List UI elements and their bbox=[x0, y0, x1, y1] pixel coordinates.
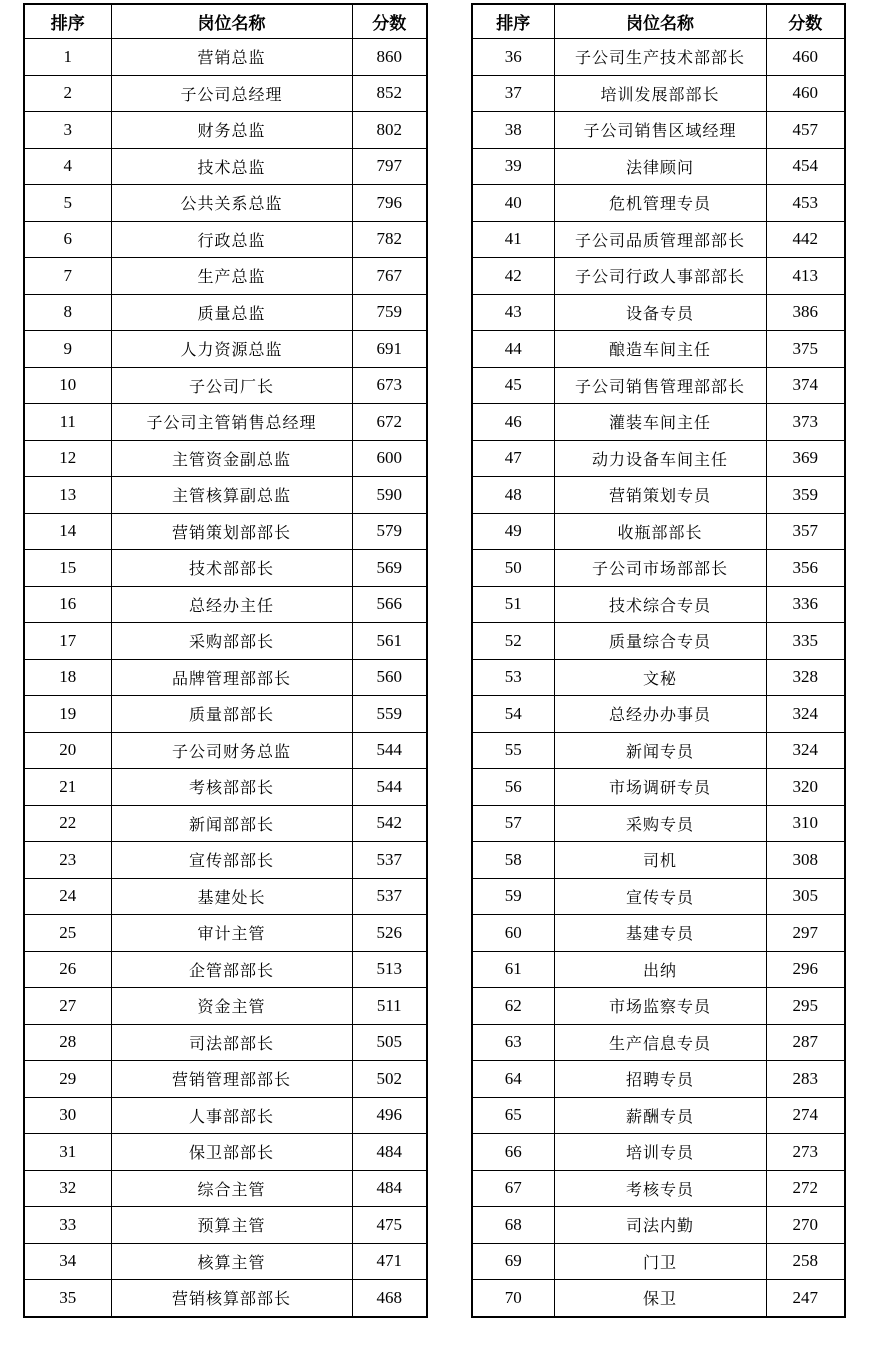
rank-cell: 23 bbox=[24, 842, 111, 879]
score-cell: 468 bbox=[352, 1280, 427, 1317]
position-name-cell: 采购部部长 bbox=[111, 623, 352, 660]
rank-cell: 29 bbox=[24, 1061, 111, 1098]
score-cell: 373 bbox=[766, 404, 845, 441]
position-name-cell: 基建专员 bbox=[554, 915, 766, 952]
rank-cell: 54 bbox=[472, 696, 554, 733]
score-cell: 270 bbox=[766, 1207, 845, 1244]
position-name-cell: 市场调研专员 bbox=[554, 769, 766, 806]
rank-cell: 39 bbox=[472, 148, 554, 185]
position-name-cell: 核算主管 bbox=[111, 1243, 352, 1280]
score-cell: 295 bbox=[766, 988, 845, 1025]
position-name-cell: 子公司品质管理部部长 bbox=[554, 221, 766, 258]
position-name-cell: 质量总监 bbox=[111, 294, 352, 331]
position-name-cell: 主管资金副总监 bbox=[111, 440, 352, 477]
rank-cell: 22 bbox=[24, 805, 111, 842]
score-cell: 273 bbox=[766, 1134, 845, 1171]
table-row bbox=[472, 623, 845, 660]
rank-cell: 9 bbox=[24, 331, 111, 368]
position-name-cell: 司法内勤 bbox=[554, 1207, 766, 1244]
score-cell: 797 bbox=[352, 148, 427, 185]
table-row bbox=[24, 331, 427, 368]
position-name-cell: 市场监察专员 bbox=[554, 988, 766, 1025]
table-row bbox=[24, 404, 427, 441]
rank-cell: 10 bbox=[24, 367, 111, 404]
score-cell: 296 bbox=[766, 951, 845, 988]
score-cell: 511 bbox=[352, 988, 427, 1025]
score-cell: 287 bbox=[766, 1024, 845, 1061]
score-cell: 375 bbox=[766, 331, 845, 368]
table-row bbox=[24, 1134, 427, 1171]
rank-cell: 21 bbox=[24, 769, 111, 806]
rank-cell: 11 bbox=[24, 404, 111, 441]
rank-cell: 59 bbox=[472, 878, 554, 915]
position-name-cell: 子公司生产技术部部长 bbox=[554, 39, 766, 76]
score-cell: 542 bbox=[352, 805, 427, 842]
position-name-cell: 生产信息专员 bbox=[554, 1024, 766, 1061]
table-row bbox=[472, 404, 845, 441]
score-cell: 274 bbox=[766, 1097, 845, 1134]
position-name-cell: 质量综合专员 bbox=[554, 623, 766, 660]
table-row bbox=[24, 1170, 427, 1207]
score-cell: 782 bbox=[352, 221, 427, 258]
position-name-cell: 子公司销售管理部部长 bbox=[554, 367, 766, 404]
rank-cell: 43 bbox=[472, 294, 554, 331]
score-cell: 356 bbox=[766, 550, 845, 587]
score-cell: 335 bbox=[766, 623, 845, 660]
position-name-cell: 生产总监 bbox=[111, 258, 352, 295]
score-cell: 590 bbox=[352, 477, 427, 514]
score-cell: 759 bbox=[352, 294, 427, 331]
rank-cell: 46 bbox=[472, 404, 554, 441]
rank-cell: 67 bbox=[472, 1170, 554, 1207]
score-cell: 324 bbox=[766, 696, 845, 733]
table-row bbox=[472, 440, 845, 477]
score-cell: 283 bbox=[766, 1061, 845, 1098]
rank-cell: 35 bbox=[24, 1280, 111, 1317]
table-header-row bbox=[24, 4, 427, 39]
rank-cell: 41 bbox=[472, 221, 554, 258]
score-cell: 569 bbox=[352, 550, 427, 587]
score-cell: 328 bbox=[766, 659, 845, 696]
table-row bbox=[472, 732, 845, 769]
rank-cell: 36 bbox=[472, 39, 554, 76]
position-name-cell: 人事部部长 bbox=[111, 1097, 352, 1134]
score-cell: 457 bbox=[766, 112, 845, 149]
rank-cell: 18 bbox=[24, 659, 111, 696]
table-row bbox=[24, 367, 427, 404]
table-row bbox=[472, 550, 845, 587]
position-name-cell: 质量部部长 bbox=[111, 696, 352, 733]
rank-cell: 68 bbox=[472, 1207, 554, 1244]
rank-cell: 20 bbox=[24, 732, 111, 769]
position-name-cell: 司法部部长 bbox=[111, 1024, 352, 1061]
score-cell: 310 bbox=[766, 805, 845, 842]
position-name-cell: 营销管理部部长 bbox=[111, 1061, 352, 1098]
score-cell: 796 bbox=[352, 185, 427, 222]
table-row bbox=[24, 623, 427, 660]
table-row bbox=[472, 659, 845, 696]
table-row bbox=[24, 1061, 427, 1098]
position-name-cell: 保卫 bbox=[554, 1280, 766, 1317]
position-name-cell: 酿造车间主任 bbox=[554, 331, 766, 368]
score-cell: 247 bbox=[766, 1280, 845, 1317]
position-name-cell: 公共关系总监 bbox=[111, 185, 352, 222]
score-cell: 297 bbox=[766, 915, 845, 952]
table-row bbox=[472, 331, 845, 368]
table-row bbox=[472, 221, 845, 258]
score-cell: 484 bbox=[352, 1134, 427, 1171]
rank-cell: 66 bbox=[472, 1134, 554, 1171]
score-cell: 673 bbox=[352, 367, 427, 404]
position-name-cell: 保卫部部长 bbox=[111, 1134, 352, 1171]
table-row bbox=[472, 769, 845, 806]
position-name-cell: 营销策划专员 bbox=[554, 477, 766, 514]
rank-cell: 44 bbox=[472, 331, 554, 368]
score-cell: 802 bbox=[352, 112, 427, 149]
header-score: 分数 bbox=[352, 4, 427, 39]
score-cell: 357 bbox=[766, 513, 845, 550]
score-cell: 526 bbox=[352, 915, 427, 952]
table-row bbox=[472, 1061, 845, 1098]
score-cell: 324 bbox=[766, 732, 845, 769]
score-cell: 496 bbox=[352, 1097, 427, 1134]
rank-cell: 1 bbox=[24, 39, 111, 76]
score-cell: 561 bbox=[352, 623, 427, 660]
table-row bbox=[472, 367, 845, 404]
table-row bbox=[24, 112, 427, 149]
score-cell: 453 bbox=[766, 185, 845, 222]
header-score: 分数 bbox=[766, 4, 845, 39]
position-name-cell: 培训发展部部长 bbox=[554, 75, 766, 112]
rank-cell: 58 bbox=[472, 842, 554, 879]
position-name-cell: 灌装车间主任 bbox=[554, 404, 766, 441]
table-row bbox=[24, 148, 427, 185]
score-cell: 505 bbox=[352, 1024, 427, 1061]
score-cell: 672 bbox=[352, 404, 427, 441]
table-row bbox=[24, 39, 427, 76]
table-row bbox=[24, 586, 427, 623]
position-name-cell: 营销核算部部长 bbox=[111, 1280, 352, 1317]
rank-cell: 4 bbox=[24, 148, 111, 185]
rank-cell: 47 bbox=[472, 440, 554, 477]
table-row bbox=[24, 951, 427, 988]
position-name-cell: 宣传部部长 bbox=[111, 842, 352, 879]
rank-cell: 16 bbox=[24, 586, 111, 623]
score-cell: 336 bbox=[766, 586, 845, 623]
rank-cell: 13 bbox=[24, 477, 111, 514]
rank-cell: 64 bbox=[472, 1061, 554, 1098]
rank-cell: 19 bbox=[24, 696, 111, 733]
table-row bbox=[472, 477, 845, 514]
table-row bbox=[24, 769, 427, 806]
table-row bbox=[472, 696, 845, 733]
position-name-cell: 宣传专员 bbox=[554, 878, 766, 915]
score-cell: 852 bbox=[352, 75, 427, 112]
rank-cell: 45 bbox=[472, 367, 554, 404]
position-name-cell: 总经办办事员 bbox=[554, 696, 766, 733]
position-name-cell: 新闻专员 bbox=[554, 732, 766, 769]
position-name-cell: 出纳 bbox=[554, 951, 766, 988]
rank-cell: 49 bbox=[472, 513, 554, 550]
score-cell: 560 bbox=[352, 659, 427, 696]
position-name-cell: 子公司销售区域经理 bbox=[554, 112, 766, 149]
score-cell: 460 bbox=[766, 39, 845, 76]
rank-cell: 17 bbox=[24, 623, 111, 660]
rank-cell: 57 bbox=[472, 805, 554, 842]
position-name-cell: 培训专员 bbox=[554, 1134, 766, 1171]
rank-cell: 7 bbox=[24, 258, 111, 295]
position-name-cell: 薪酬专员 bbox=[554, 1097, 766, 1134]
position-name-cell: 考核专员 bbox=[554, 1170, 766, 1207]
rank-cell: 24 bbox=[24, 878, 111, 915]
position-name-cell: 子公司财务总监 bbox=[111, 732, 352, 769]
score-cell: 691 bbox=[352, 331, 427, 368]
score-cell: 413 bbox=[766, 258, 845, 295]
score-cell: 454 bbox=[766, 148, 845, 185]
table-row bbox=[472, 1134, 845, 1171]
rank-cell: 52 bbox=[472, 623, 554, 660]
table-row bbox=[472, 39, 845, 76]
table-row bbox=[472, 185, 845, 222]
score-cell: 767 bbox=[352, 258, 427, 295]
score-cell: 359 bbox=[766, 477, 845, 514]
table-header-row bbox=[472, 4, 845, 39]
table-row bbox=[472, 112, 845, 149]
table-row bbox=[24, 1097, 427, 1134]
table-row bbox=[24, 185, 427, 222]
rank-cell: 60 bbox=[472, 915, 554, 952]
score-cell: 308 bbox=[766, 842, 845, 879]
table-row bbox=[24, 75, 427, 112]
rank-cell: 53 bbox=[472, 659, 554, 696]
position-name-cell: 新闻部部长 bbox=[111, 805, 352, 842]
score-cell: 442 bbox=[766, 221, 845, 258]
score-cell: 305 bbox=[766, 878, 845, 915]
table-row bbox=[24, 440, 427, 477]
table-row bbox=[24, 659, 427, 696]
table-row bbox=[472, 513, 845, 550]
ranking-table-right bbox=[471, 3, 846, 1318]
position-name-cell: 人力资源总监 bbox=[111, 331, 352, 368]
ranking-table-left bbox=[23, 3, 428, 1318]
rank-cell: 15 bbox=[24, 550, 111, 587]
rank-cell: 6 bbox=[24, 221, 111, 258]
table-row bbox=[472, 1207, 845, 1244]
rank-cell: 3 bbox=[24, 112, 111, 149]
position-name-cell: 收瓶部部长 bbox=[554, 513, 766, 550]
rank-cell: 2 bbox=[24, 75, 111, 112]
rank-cell: 51 bbox=[472, 586, 554, 623]
score-cell: 537 bbox=[352, 842, 427, 879]
position-name-cell: 危机管理专员 bbox=[554, 185, 766, 222]
header-rank: 排序 bbox=[472, 4, 554, 39]
table-row bbox=[472, 148, 845, 185]
score-cell: 513 bbox=[352, 951, 427, 988]
position-name-cell: 预算主管 bbox=[111, 1207, 352, 1244]
score-cell: 600 bbox=[352, 440, 427, 477]
rank-cell: 5 bbox=[24, 185, 111, 222]
position-name-cell: 动力设备车间主任 bbox=[554, 440, 766, 477]
rank-cell: 38 bbox=[472, 112, 554, 149]
table-row bbox=[472, 1097, 845, 1134]
score-cell: 369 bbox=[766, 440, 845, 477]
score-cell: 475 bbox=[352, 1207, 427, 1244]
position-name-cell: 品牌管理部部长 bbox=[111, 659, 352, 696]
score-cell: 272 bbox=[766, 1170, 845, 1207]
score-cell: 579 bbox=[352, 513, 427, 550]
rank-cell: 62 bbox=[472, 988, 554, 1025]
position-name-cell: 技术综合专员 bbox=[554, 586, 766, 623]
position-name-cell: 技术部部长 bbox=[111, 550, 352, 587]
rank-cell: 48 bbox=[472, 477, 554, 514]
position-name-cell: 设备专员 bbox=[554, 294, 766, 331]
table-row bbox=[24, 477, 427, 514]
position-name-cell: 行政总监 bbox=[111, 221, 352, 258]
position-name-cell: 招聘专员 bbox=[554, 1061, 766, 1098]
score-cell: 320 bbox=[766, 769, 845, 806]
position-name-cell: 法律顾问 bbox=[554, 148, 766, 185]
rank-cell: 14 bbox=[24, 513, 111, 550]
rank-cell: 27 bbox=[24, 988, 111, 1025]
position-name-cell: 资金主管 bbox=[111, 988, 352, 1025]
table-row bbox=[24, 988, 427, 1025]
score-cell: 566 bbox=[352, 586, 427, 623]
position-name-cell: 审计主管 bbox=[111, 915, 352, 952]
position-name-cell: 考核部部长 bbox=[111, 769, 352, 806]
rank-cell: 40 bbox=[472, 185, 554, 222]
position-name-cell: 文秘 bbox=[554, 659, 766, 696]
score-cell: 386 bbox=[766, 294, 845, 331]
score-cell: 860 bbox=[352, 39, 427, 76]
table-row bbox=[472, 842, 845, 879]
rank-cell: 34 bbox=[24, 1243, 111, 1280]
score-cell: 471 bbox=[352, 1243, 427, 1280]
table-row bbox=[24, 1207, 427, 1244]
score-cell: 484 bbox=[352, 1170, 427, 1207]
table-row bbox=[24, 915, 427, 952]
rank-cell: 70 bbox=[472, 1280, 554, 1317]
rank-cell: 61 bbox=[472, 951, 554, 988]
score-cell: 374 bbox=[766, 367, 845, 404]
table-row bbox=[24, 696, 427, 733]
position-name-cell: 子公司市场部部长 bbox=[554, 550, 766, 587]
table-row bbox=[472, 586, 845, 623]
table-row bbox=[472, 951, 845, 988]
rank-cell: 33 bbox=[24, 1207, 111, 1244]
rank-cell: 25 bbox=[24, 915, 111, 952]
table-row bbox=[24, 221, 427, 258]
table-row bbox=[24, 550, 427, 587]
position-name-cell: 门卫 bbox=[554, 1243, 766, 1280]
position-name-cell: 总经办主任 bbox=[111, 586, 352, 623]
score-cell: 258 bbox=[766, 1243, 845, 1280]
position-name-cell: 子公司厂长 bbox=[111, 367, 352, 404]
table-row bbox=[472, 878, 845, 915]
table-row bbox=[472, 1170, 845, 1207]
rank-cell: 56 bbox=[472, 769, 554, 806]
table-row bbox=[472, 915, 845, 952]
position-name-cell: 企管部部长 bbox=[111, 951, 352, 988]
table-row bbox=[24, 513, 427, 550]
table-row bbox=[24, 258, 427, 295]
table-row bbox=[472, 1280, 845, 1317]
table-row bbox=[24, 294, 427, 331]
rank-cell: 50 bbox=[472, 550, 554, 587]
position-name-cell: 营销策划部部长 bbox=[111, 513, 352, 550]
position-name-cell: 财务总监 bbox=[111, 112, 352, 149]
score-cell: 559 bbox=[352, 696, 427, 733]
table-row bbox=[472, 1024, 845, 1061]
header-rank: 排序 bbox=[24, 4, 111, 39]
header-position-name: 岗位名称 bbox=[111, 4, 352, 39]
score-cell: 502 bbox=[352, 1061, 427, 1098]
position-name-cell: 综合主管 bbox=[111, 1170, 352, 1207]
table-row bbox=[24, 1243, 427, 1280]
table-row bbox=[472, 294, 845, 331]
position-name-cell: 营销总监 bbox=[111, 39, 352, 76]
rank-cell: 32 bbox=[24, 1170, 111, 1207]
rank-cell: 26 bbox=[24, 951, 111, 988]
score-cell: 537 bbox=[352, 878, 427, 915]
position-name-cell: 子公司总经理 bbox=[111, 75, 352, 112]
table-row bbox=[472, 805, 845, 842]
position-name-cell: 主管核算副总监 bbox=[111, 477, 352, 514]
table-row bbox=[24, 1024, 427, 1061]
table-row bbox=[24, 732, 427, 769]
position-name-cell: 采购专员 bbox=[554, 805, 766, 842]
rank-cell: 28 bbox=[24, 1024, 111, 1061]
position-name-cell: 基建处长 bbox=[111, 878, 352, 915]
table-row bbox=[24, 878, 427, 915]
rank-cell: 8 bbox=[24, 294, 111, 331]
table-row bbox=[472, 258, 845, 295]
rank-cell: 65 bbox=[472, 1097, 554, 1134]
rank-cell: 12 bbox=[24, 440, 111, 477]
position-name-cell: 子公司行政人事部部长 bbox=[554, 258, 766, 295]
score-cell: 544 bbox=[352, 769, 427, 806]
table-row bbox=[472, 988, 845, 1025]
rank-cell: 31 bbox=[24, 1134, 111, 1171]
table-row bbox=[472, 75, 845, 112]
table-row bbox=[24, 842, 427, 879]
rank-cell: 37 bbox=[472, 75, 554, 112]
position-name-cell: 司机 bbox=[554, 842, 766, 879]
table-row bbox=[24, 805, 427, 842]
table-row bbox=[24, 1280, 427, 1317]
rank-cell: 63 bbox=[472, 1024, 554, 1061]
score-cell: 460 bbox=[766, 75, 845, 112]
position-name-cell: 技术总监 bbox=[111, 148, 352, 185]
rank-cell: 30 bbox=[24, 1097, 111, 1134]
header-position-name: 岗位名称 bbox=[554, 4, 766, 39]
rank-cell: 55 bbox=[472, 732, 554, 769]
table-row bbox=[472, 1243, 845, 1280]
position-name-cell: 子公司主管销售总经理 bbox=[111, 404, 352, 441]
rank-cell: 42 bbox=[472, 258, 554, 295]
rank-cell: 69 bbox=[472, 1243, 554, 1280]
score-cell: 544 bbox=[352, 732, 427, 769]
